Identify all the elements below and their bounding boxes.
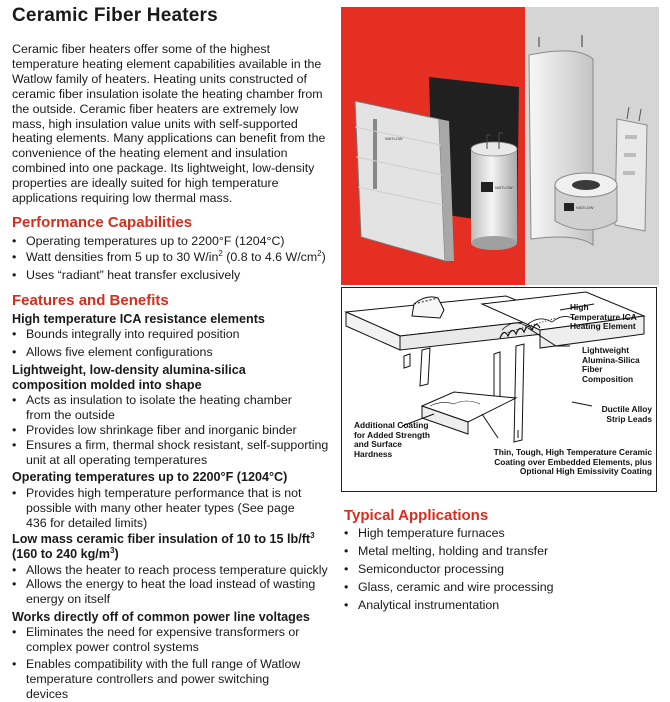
application-item: • Analytical instrumentation: [344, 598, 654, 613]
feature-item: • Allows five element configurations: [12, 345, 332, 360]
flat-panel-heater: [355, 101, 445, 261]
features-heading: Features and Benefits: [12, 292, 169, 309]
performance-heading: Performance Capabilities: [12, 214, 193, 231]
feature-item: • Acts as insulation to isolate the heating chamber from the outside: [12, 393, 312, 423]
feature-item: • Allows the heater to reach process temperature quickly: [12, 563, 332, 578]
label-strip-leads: Ductile Alloy Strip Leads: [601, 404, 652, 424]
page-title: Ceramic Fiber Heaters: [12, 5, 218, 26]
feature-title: Operating temperatures up to 2200°F (1204°C): [12, 470, 288, 484]
feature-item: • Provides high temperature performance that is not possible with many other heater types (See page 436 for detailed limits): [12, 486, 317, 531]
intro-paragraph: Ceramic fiber heaters offer some of the highest temperature heating element capabilities available in the Watlow family of heaters. Heating units constructed of ceramic fiber insulation isolate the heating chamber from the outside. Ceramic fiber heaters are extremely low mass, high insulation value units with self-supported heating elements. Many applications can benefit from the convenience of the heating element and insulation combined into one package. Its lightweight, low-density properties are ideally suited for high temperature applications requiring low thermal mass.: [12, 42, 326, 206]
performance-item-watt: • Watt densities from 5 up to 30 $W/in^2$ (0.8 to 4.6 $W/cm^2$): [12, 250, 332, 265]
cross-section-diagram: [341, 287, 657, 492]
cylinder-brand: WATLOW: [495, 185, 513, 190]
application-item: • Glass, ceramic and wire processing: [344, 580, 654, 595]
application-item: • Semiconductor processing: [344, 562, 654, 577]
label-ceramic-coating: Thin, Tough, High Temperature Ceramic Coating over Embedded Elements, plus Optional High Emissivity Coating: [493, 447, 652, 477]
product-photo: [341, 7, 659, 285]
panel-brand: WATLOW: [385, 136, 403, 141]
label-fiber-composition: Lightweight Alumina-Silica Fiber Composition: [582, 345, 640, 384]
application-item: • Metal melting, holding and transfer: [344, 544, 654, 559]
ring-brand: WATLOW: [576, 205, 594, 210]
label-additional-coating: Additional Coating for Added Strength and Surface Hardness: [354, 420, 430, 459]
cylinder-heater: [471, 149, 517, 243]
feature-title: Works directly off of common power line voltages: [12, 610, 310, 624]
feature-item: • Enables compatibility with the full range of Watlow temperature controllers and power switching devices: [12, 657, 312, 702]
feature-title-low-mass: Low mass ceramic fiber insulation of 10 to 15 $lb/ft^3$ (160 to 240 $kg/m^3$): [12, 530, 315, 561]
feature-title: High temperature ICA resistance elements: [12, 312, 265, 326]
feature-item: • Ensures a firm, thermal shock resistant, self-supporting unit at all operating temperatures: [12, 438, 330, 468]
feature-title: Lightweight, low-density alumina-silica composition molded into shape: [12, 363, 246, 392]
feature-item: • Eliminates the need for expensive transformers or complex power control systems: [12, 625, 304, 655]
applications-heading: Typical Applications: [344, 507, 489, 524]
label-ica-element: High Temperature ICA Heating Element: [570, 302, 637, 332]
feature-item: • Allows the energy to heat the load instead of wasting energy on itself: [12, 577, 317, 607]
feature-item: • Bounds integrally into required position: [12, 327, 332, 342]
feature-item: • Provides low shrinkage fiber and inorganic binder: [12, 423, 332, 438]
performance-item: • Operating temperatures up to 2200°F (1204°C): [12, 234, 332, 249]
performance-item: • Uses “radiant” heat transfer exclusively: [12, 268, 332, 283]
application-item: • High temperature furnaces: [344, 526, 654, 541]
